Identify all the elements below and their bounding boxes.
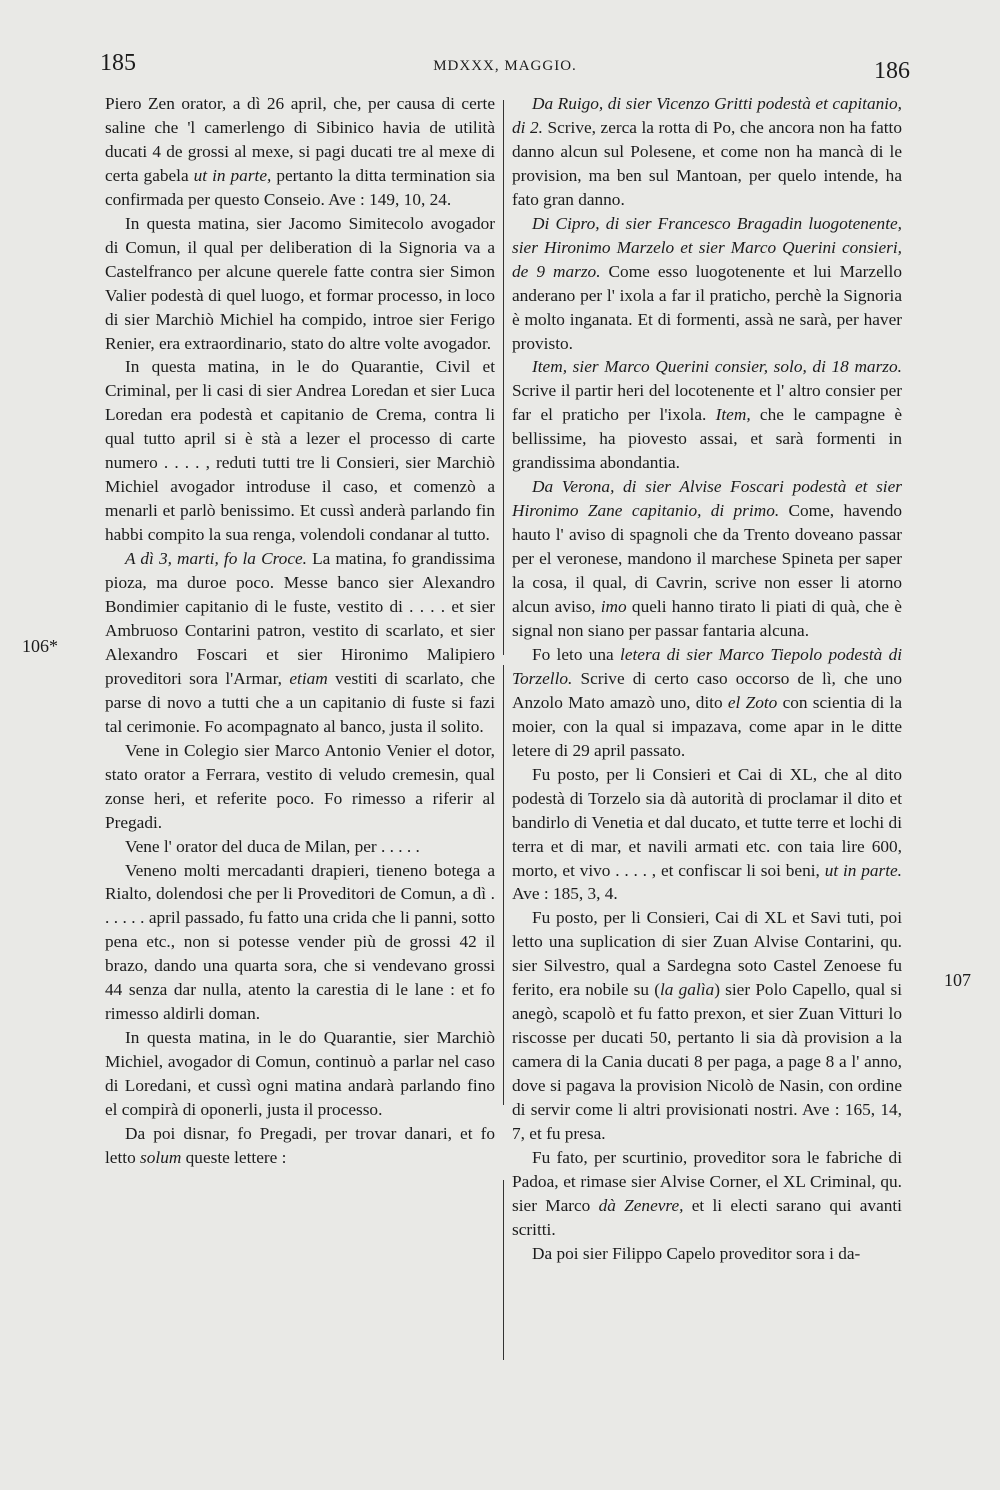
- page-header: [100, 46, 910, 86]
- column-divider: [503, 665, 504, 1105]
- paragraph: Item, sier Marco Querini consier, solo, di 18 marzo. Scrive il partir heri del locotenente et l' altro consier per far el praticho per l'ixola. Item, che le campagne è bellissime, ha piovesto assai, et sarà formenti in grandissima abondantia.: [512, 357, 902, 473]
- paragraph: Da Ruigo, di sier Vicenzo Gritti podestà et capitanio, di 2. Scrive, zerca la rotta di Po, che ancora non ha fatto danno alcun sul Polesene, et come non ha mancà di le provision, ma ben sul Mantoan, per quelo intende, ha fato gran danno.: [512, 94, 902, 209]
- paragraph: Da Verona, di sier Alvise Foscari podestà et sier Hironimo Zane capitanio, di primo. Come, havendo hauto l' aviso di spagnoli che da Trento doveano passar per el veronese, mandono il marchese Spineta per saper la cosa, il qual, di Cavrin, scrive non esser li atorno alcun aviso, imo queli hanno tirato li piati di quà, che è signal non siano per passar fantaria alcuna.: [512, 477, 902, 640]
- paragraph: A dì 3, marti, fo la Croce. La matina, fo grandissima pioza, ma duroe poco. Messe banco sier Alexandro Bondimier capitanio di le fuste, vestito di . . . . et sier Ambruoso Contarini patron, vestito di scarlato, et sier Alexandro Foscari et sier Hironimo Malipiero proveditori sora l'Armar, etiam vestiti di scarlato, che parse di novo a tutti che a un capitanio di fuste si fazi tal cerimonie. Fo acompagnato al banco, justa il solito.: [105, 549, 495, 736]
- paragraph: Vene l' orator del duca de Milan, per . . . . .: [125, 836, 420, 856]
- right-column: [512, 92, 902, 1266]
- paragraph: Vene in Colegio sier Marco Antonio Venier el dotor, stato orator a Ferrara, vestito di veludo cremesin, qual zonse heri, et referite poco. Fo rimesso a riferir al Pregadi.: [105, 740, 495, 832]
- paragraph: Di Cipro, di sier Francesco Bragadin luogotenente, sier Hironimo Marzelo et sier Marco Querini consieri, de 9 marzo. Come esso luogotenente et lui Marzello anderano per l' ixola a far il praticho, perchè la Signoria è molto inganata. Et di formenti, assà ne sarà, per haver provisto.: [512, 213, 902, 353]
- paragraph: In questa matina, in le do Quarantie, Civil et Criminal, per li casi di sier Andrea Loredan et sier Luca Loredan era podestà et capitanio de Crema, contra li qual tutto april si è stà a lezer el processo di carte numero . . . . , reduti tutti tre li Consieri, sier Marchiò Michiel avogador introduse il caso, et comenzò a menarli et parlò benissimo. Et cussì anderà parlando fin habbi compito la sua renga, volendoli condanar al tutto.: [105, 357, 495, 545]
- paragraph: Veneno molti mercadanti drapieri, tieneno botega a Rialto, dolendosi che per li Proveditori de Comun, a dì . . . . . . april passado, fu fatto una crida che li panni, sotto pena etc., non si potesse vender più de grossi 42 il brazo, dando una quarta sora, che si vendevano grossi 44 senza dar nulla, atento la carestia di le lane : et fo rimesso aldirli doman.: [105, 860, 495, 1024]
- margin-note-right: 107: [944, 970, 971, 990]
- column-divider: [503, 100, 504, 655]
- page-number-left: 185: [100, 50, 136, 76]
- left-column: [105, 92, 495, 1170]
- page-number-right: 186: [874, 58, 910, 84]
- paragraph: In questa matina, sier Jacomo Simitecolo avogador di Comun, il qual per deliberation di la Signoria va a Castelfranco per alcune querele fatte contra sier Simon Valier podestà di quel luogo, et formar processo, in loco di sier Marchiò Michiel ha compido, introe sier Ferigo Renier, era extraordinario, stato do altre volte avogador.: [105, 213, 495, 353]
- paragraph: In questa matina, in le do Quarantie, sier Marchiò Michiel, avogador di Comun, continuò a parlar nel caso di Loredani, et cussì ogni matina andarà parlando fino el compirà di oponerli, justa il processo.: [105, 1028, 495, 1120]
- paragraph: Da poi disnar, fo Pregadi, per trovar danari, et fo letto solum queste lettere :: [105, 1123, 495, 1167]
- paragraph: Da poi sier Filippo Capelo proveditor sora i da-: [532, 1243, 861, 1263]
- running-head: MDXXX, MAGGIO.: [433, 58, 577, 74]
- paragraph: Piero Zen orator, a dì 26 april, che, per causa di certe saline che 'l camerlengo di Sibinico havia de utilità ducati 4 de grossi al mexe, si pagi ducati tre al mexe di certa gabela ut in parte, pertanto la ditta termination sia confirmada per questo Conseio. Ave : 149, 10, 24.: [105, 94, 495, 209]
- margin-note-left: 106*: [22, 636, 58, 656]
- paragraph: Fu fato, per scurtinio, proveditor sora le fabriche di Padoa, et rimase sier Alvise Corner, el XL Criminal, qu. sier Marco dà Zenevre, et li electi sarano qui avanti scritti.: [512, 1147, 902, 1239]
- paragraph: Fu posto, per li Consieri, Cai di XL et Savi tuti, poi letto una suplication di sier Zuan Alvise Contarini, qu. sier Silvestro, qual a Sardegna soto Castel Zenoese fu ferito, era nobile su (la galìa) sier Polo Capello, qual si anegò, scapolò et fu fatto prexon, et sier Zuan Vitturi lo riscosse per ducati 50, pertanto li sia dà provision a la camera di la Cania ducati 8 per paga, a page 8 a l' anno, dove si pagava la provision Nicolò de Nasin, con ordine di servir come li altri provisionati nostri. Ave : 165, 14, 7, et fu presa.: [512, 908, 902, 1143]
- column-divider: [503, 1180, 504, 1360]
- paragraph: Fu posto, per li Consieri et Cai di XL, che al dito podestà di Torzelo sia dà autorità di proclamar il dito et bandirlo di Venetia et dal ducato, et tutte terre et lochi di terra et di mar, et navili armati etc. con taia lire 600, morto, et vivo . . . . , et confiscar li soi beni, ut in parte. Ave : 185, 3, 4.: [512, 764, 903, 904]
- paragraph: Fo leto una letera di sier Marco Tiepolo podestà di Torzello. Scrive di certo caso occorso de lì, che uno Anzolo Mato amazò uno, dito el Zoto con scientia di la moier, con la qual si impazava, come apar in le ditte letere di 29 april passato.: [512, 644, 903, 760]
